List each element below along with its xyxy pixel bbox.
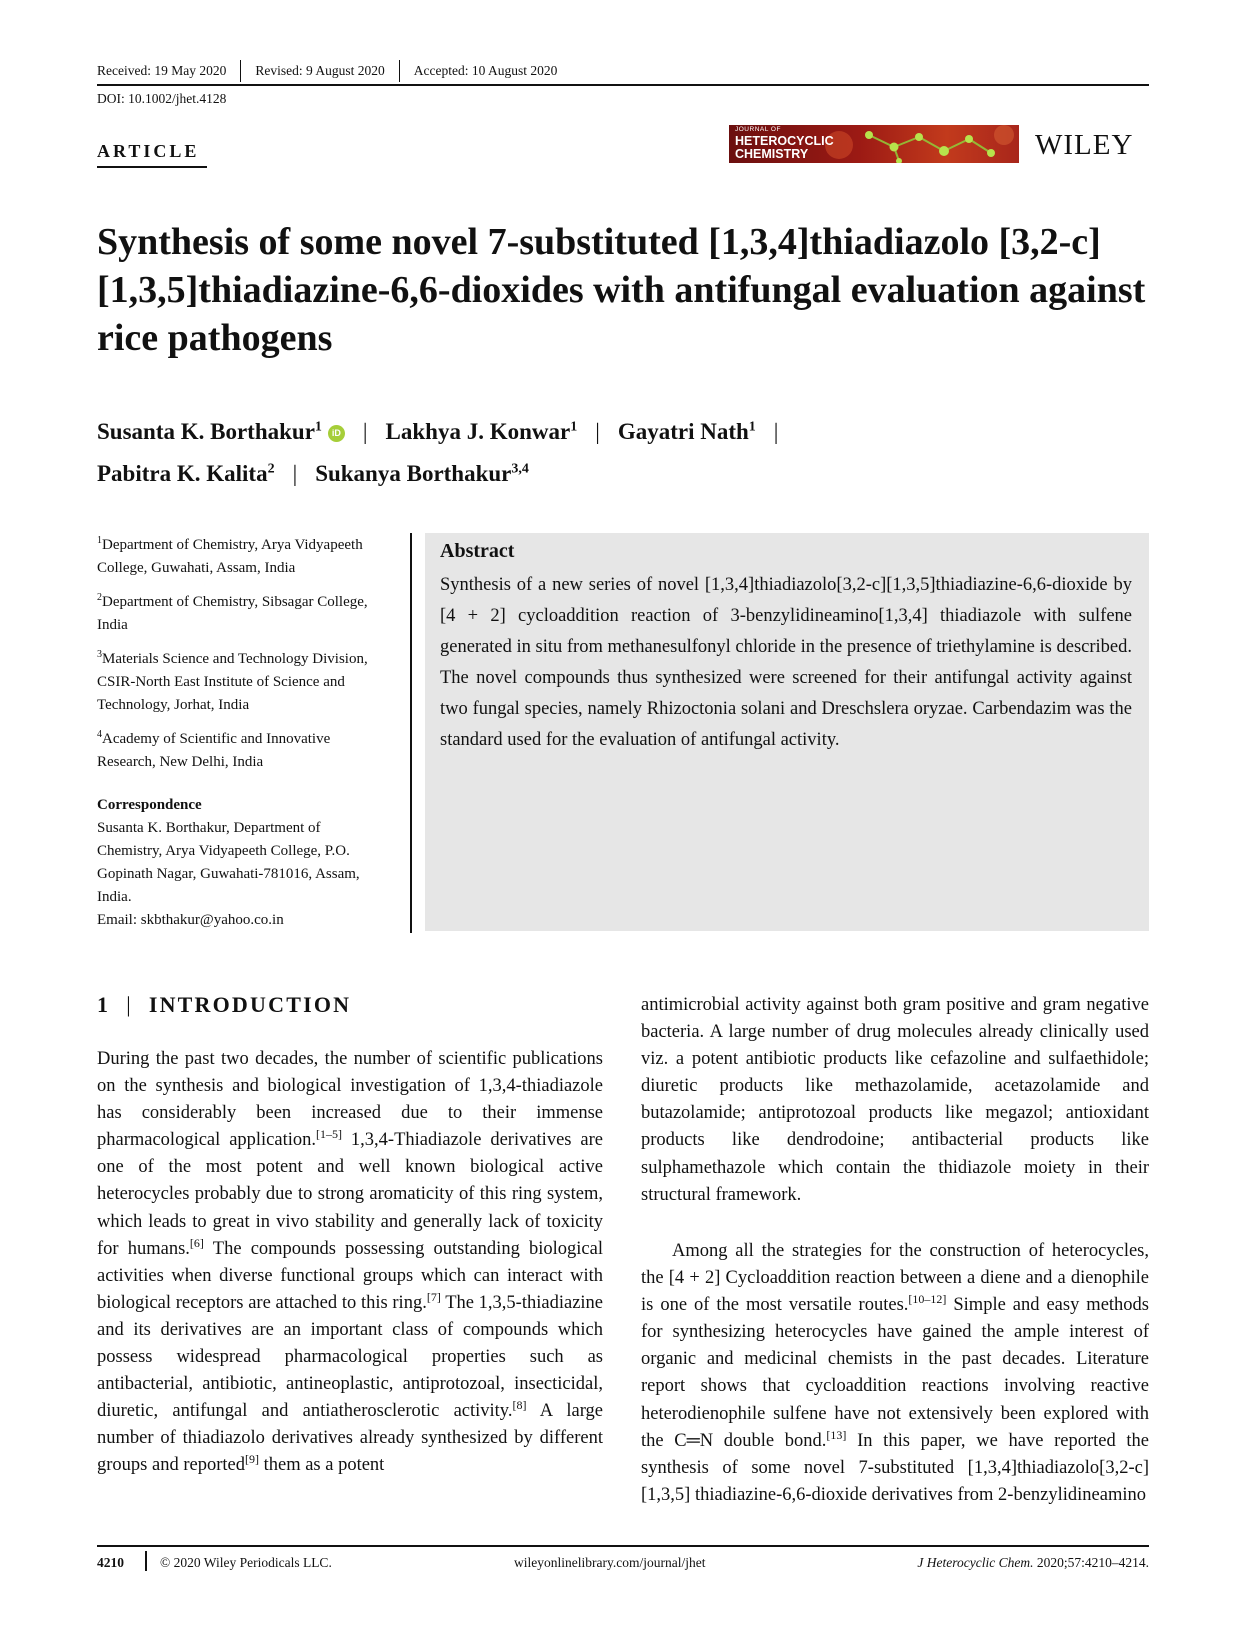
divider (240, 60, 241, 82)
author-separator: | (292, 461, 298, 487)
article-dates (97, 60, 557, 82)
section-title: INTRODUCTION (148, 992, 352, 1017)
intro-paragraph-2: Among all the strategies for the construction of heterocycles, the [4 + 2] Cycloaddition reaction between a diene and a dienophile is one of the most versatile routes.[10–12] Simple and easy methods for synthesizing heterocycles have gained the ample interest of organic and medicinal chemists in the past decades. Literature report shows that cycloaddition reactions involving reactive heterodienophile sulfene have not extensively been explored with the C═N double bond.[13] In this paper, we have reported the synthesis of some novel 7-substituted [1,3,4]thiadiazolo[3,2-c][1,3,5] thiadiazine-6,6-dioxide derivatives from 2-benzylidineamino (641, 1241, 1149, 1505)
column-divider (410, 533, 412, 933)
citation-ref[interactable]: [8] (512, 1398, 527, 1413)
page-number: 4210 (97, 1555, 124, 1570)
intro-paragraph-1: During the past two decades, the number of scientific publications on the synthesis and biological investigation of 1,3,4-thiadiazole has considerably been increased due to their immense pharmacological application.[1–5] 1,3,4-Thiadiazole derivatives are one of the most potent and well known biological active heterocycles probably due to strong aromaticity of this ring system, which leads to great in vivo stability and generally lack of toxicity for humans.[6] The compounds possessing outstanding biological activities when diverse functional groups which can interact with biological receptors are attached to this ring.[7] The 1,3,5-thiadiazine and its derivatives are an important class of compounds which possess widespread pharmacological properties such as antibacterial, antibiotic, antineoplastic, antiprotozoal, insecticidal, diuretic, antifungal and antiatherosclerotic activity.[8] A large number of thiadiazolo derivatives already synthesized by different groups and reported[9] them as a potent (97, 1049, 604, 1476)
citation-ref[interactable]: [10–12] (908, 1292, 947, 1307)
author[interactable]: Gayatri Nath$^1$ (617, 418, 756, 444)
author-separator: | (362, 418, 368, 444)
revised-date: Revised: 9 August 2020 (255, 63, 385, 78)
intro-paragraph-1-continued: antimicrobial activity against both gram positive and gram negative bacteria. A large number of drug molecules already clinically used viz. a potent antibiotic products like cefazoline and sulfaethidole; diuretic products like methazolamide, acetazolamide and butazolamide; antiprotozoal products like megazol; antioxidant products like dendrodoine; antibacterial products like sulphamethazole which contain the thidiazole moiety in their structural framework. (641, 995, 1149, 1205)
journal-logo-banner[interactable] (729, 125, 1019, 163)
author[interactable]: Pabitra K. Kalita$^2$ (97, 461, 275, 487)
abstract-text: Synthesis of a new series of novel [1,3,4]thiadiazolo[3,2-c][1,3,5]thiadiazine-6,6-dioxide by [4 + 2] cycloaddition reaction of 3-benzylidineamino[1,3,4] thiadiazole with sulfene generated in situ from methanesulfonyl chloride in the presence of triethylamine is described. The novel compounds thus synthesized were screened for their antifungal activity against two fungal species, namely Rhizoctonia solani and Dreschslera oryzae. Carbendazim was the standard used for the evaluation of antifungal activity. (440, 575, 1132, 750)
author-separator: | (595, 418, 600, 444)
citation-ref[interactable]: [13] (826, 1427, 847, 1442)
correspondence-address: Susanta K. Borthakur, Department of Chemistry, Arya Vidyapeeth College, P.O. Gopinath Nagar, Guwahati-781016, Assam, India. (97, 820, 360, 905)
section-number: 1 (97, 992, 111, 1017)
citation-ref[interactable]: [7] (426, 1289, 441, 1304)
divider (399, 60, 400, 82)
section-heading (97, 992, 351, 1018)
author[interactable]: Lakhya J. Konwar$^1$ (385, 418, 578, 444)
citation-ref[interactable]: [1–5] (316, 1127, 343, 1142)
affiliation: $^4$Academy of Scientific and Innovative Research, New Delhi, India (97, 729, 331, 770)
copyright: © 2020 Wiley Periodicals LLC. (160, 1555, 332, 1570)
affiliation: $^1$Department of Chemistry, Arya Vidyapeeth College, Guwahati, Assam, India (97, 535, 363, 576)
doi[interactable]: DOI: 10.1002/jhet.4128 (97, 91, 227, 106)
header-rule (97, 84, 1149, 86)
citation-ref[interactable]: [6] (189, 1235, 204, 1250)
author-list (97, 408, 997, 493)
footer-rule (97, 1545, 1149, 1547)
journal-name: JOURNAL OF HETEROCYCLIC CHEMISTRY (735, 126, 834, 161)
correspondence (97, 817, 382, 932)
author-separator: | (773, 418, 779, 444)
article-type-label: ARTICLE (97, 141, 200, 161)
correspondence-email[interactable]: Email: skbthakur@yahoo.co.in (97, 912, 284, 928)
accepted-date: Accepted: 10 August 2020 (413, 63, 558, 78)
orcid-icon[interactable]: iD (328, 425, 345, 442)
correspondence-heading: Correspondence (97, 797, 202, 813)
abstract-box (425, 533, 1149, 931)
author[interactable]: Susanta K. Borthakur$^1$ (97, 418, 322, 444)
article-title: Synthesis of some novel 7-substituted [1,3,4]thiadiazolo [3,2-c][1,3,5]thiadiazine-6,6-dioxides with antifungal evaluation against rice pathogens (97, 221, 1146, 359)
publisher-logo[interactable]: WILEY (1035, 129, 1134, 161)
received-date: Received: 19 May 2020 (97, 63, 227, 78)
section-separator: | (126, 992, 133, 1017)
article-label-underline (97, 166, 207, 168)
citation-info: J Heterocyclic Chem. 2020;57:4210–4214. (917, 1555, 1149, 1570)
footer-divider (145, 1551, 147, 1571)
citation-ref[interactable]: [9] (244, 1452, 259, 1467)
affiliation: $^3$Materials Science and Technology Division, CSIR-North East Institute of Science and Technology, Jorhat, India (97, 649, 368, 713)
abstract-heading: Abstract (440, 540, 515, 562)
journal-url[interactable]: wileyonlinelibrary.com/journal/jhet (514, 1555, 706, 1570)
affiliations (97, 529, 382, 932)
affiliation: $^2$Department of Chemistry, Sibsagar College, India (97, 592, 368, 633)
author[interactable]: Sukanya Borthakur$^{3,4}$ (315, 461, 529, 487)
